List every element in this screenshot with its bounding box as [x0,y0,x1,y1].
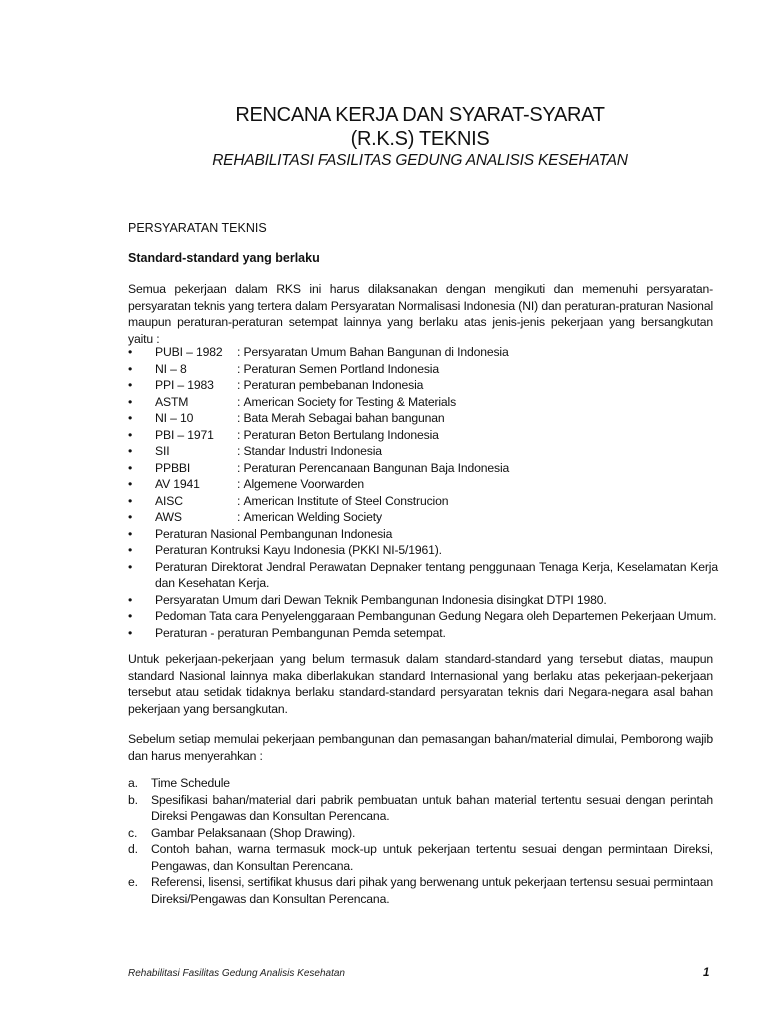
list-item [128,394,718,411]
document-subtitle: REHABILITASI FASILITAS GEDUNG ANALISIS KESEHATAN [212,152,628,169]
list-item [128,592,718,609]
regulation-text: Peraturan Nasional Pembangunan Indonesia [155,526,393,541]
standard-description: Peraturan Perencanaan Bangunan Baja Indonesia [243,460,510,475]
list-item [128,427,718,444]
standard-description: American Institute of Steel Construcion [243,493,449,508]
bullet-icon: • [128,427,133,442]
regulation-text: Peraturan Kontruksi Kayu Indonesia (PKKI NI-5/1961). [155,543,442,557]
list-item [128,526,718,543]
bullet-icon: • [128,559,133,574]
deliverables-list [128,775,713,907]
deliverable-text: Spesifikasi bahan/material dari pabrik pembuatan untuk bahan material tertentu sesuai dengan perintah Direksi Pengawas dan Konsultan Perencana. [151,792,713,823]
list-item [128,377,718,394]
bullet-icon: • [128,625,133,640]
intro-paragraph: Semua pekerjaan dalam RKS ini harus dilaksanakan dengan mengikuti dan memenuhi persyaratan-persyaratan teknis yang tertera dalam Persyaratan Normalisasi Indonesia (NI) dan peraturan-praturan Nasional maupun peraturan-peraturan setempat lainnya yang berlaku atas jenis-jenis pekerjaan yang bersangkutan yaitu : [128,282,713,346]
standard-code: PPBBI [155,460,191,475]
standard-code: PUBI – 1982 [155,345,223,359]
standard-code: NI – 8 [155,361,187,376]
standard-description: Algemene Voorwarden [243,477,364,491]
standard-separator: : [237,361,241,376]
standard-description: Standar Industri Indonesia [243,444,382,458]
standard-description: American Welding Society [243,510,382,524]
standard-code: AWS [155,510,182,524]
standard-description: Peraturan Semen Portland Indonesia [243,361,439,376]
document-title-line-2: (R.K.S) TEKNIS [350,128,490,150]
deliverable-text: Gambar Pelaksanaan (Shop Drawing). [151,825,356,840]
bullet-icon: • [128,460,133,475]
regulation-text: Peraturan Direktorat Jendral Perawatan Depnaker tentang penggunaan Tenaga Kerja, Keselamatan Kerja dan Kesehatan Kerja. [155,559,718,590]
list-item [128,493,718,510]
standard-separator: : [237,510,241,524]
list-item [128,460,718,477]
list-item [128,344,718,361]
standard-code: PBI – 1971 [155,427,214,442]
standard-separator: : [237,444,241,458]
list-marker: e. [128,875,138,889]
list-item [128,443,718,460]
deliverable-text: Referensi, lisensi, sertifikat khusus dari pihak yang berwenang untuk pekerjaan tertensu sesuai permintaan Direksi/Pengawas dan Konsultan Perencana. [151,875,713,906]
list-item [128,361,718,378]
standard-code: PPI – 1983 [155,378,214,392]
bullet-icon: • [128,526,133,541]
standard-code: AISC [155,493,183,508]
list-item [128,476,718,493]
bullet-icon: • [128,477,133,491]
standard-separator: : [237,345,241,359]
list-item [128,509,718,526]
standard-code: SII [155,444,170,458]
paragraph-contractor-obligations: Sebelum setiap memulai pekerjaan pembangunan dan pemasangan bahan/material dimulai, Pemborong wajib dan harus menyerahkan : [128,732,713,763]
deliverable-text: Time Schedule [151,776,230,790]
standard-description: American Society for Testing & Materials [243,394,457,409]
list-item [128,410,718,427]
section-heading: PERSYARATAN TEKNIS [128,221,267,235]
subsection-heading: Standard-standard yang berlaku [128,251,320,265]
list-item [128,792,713,825]
regulation-text: Peraturan - peraturan Pembangunan Pemda setempat. [155,625,446,640]
bullet-icon: • [128,345,133,359]
standard-description: Bata Merah Sebagai bahan bangunan [243,411,445,425]
regulation-text: Pedoman Tata cara Penyelenggaraan Pembangunan Gedung Negara oleh Departemen Pekerjaan Umum. [155,609,717,623]
document-title-line-1: RENCANA KERJA DAN SYARAT-SYARAT [235,104,605,126]
standard-separator: : [237,460,241,475]
list-item [128,559,718,592]
standard-code: ASTM [155,394,189,409]
bullet-icon: • [128,493,133,508]
standard-description: Peraturan pembebanan Indonesia [243,378,424,392]
bullet-icon: • [128,361,133,376]
page-number: 1 [703,967,710,979]
standards-list [128,344,718,641]
deliverable-text: Contoh bahan, warna termasuk mock-up untuk pekerjaan tertentu sesuai dengan permintaan Direksi, Pengawas, dan Konsultan Perencana. [151,842,713,873]
bullet-icon: • [128,609,133,623]
footer-document-name: Rehabilitasi Fasilitas Gedung Analisis Kesehatan [128,968,345,979]
bullet-icon: • [128,378,133,392]
list-item [128,825,713,842]
bullet-icon: • [128,543,133,557]
list-marker: b. [128,792,138,807]
standard-separator: : [237,427,241,442]
bullet-icon: • [128,592,133,607]
list-item [128,542,718,559]
list-item [128,874,713,907]
standard-code: NI – 10 [155,411,194,425]
list-marker: a. [128,776,138,790]
standard-code: AV 1941 [155,477,200,491]
bullet-icon: • [128,394,133,409]
list-marker: c. [128,825,138,840]
standard-separator: : [237,493,241,508]
bullet-icon: • [128,411,133,425]
bullet-icon: • [128,510,133,524]
list-marker: d. [128,842,138,856]
list-item [128,608,718,625]
paragraph-international-standards: Untuk pekerjaan-pekerjaan yang belum termasuk dalam standard-standard yang tersebut diatas, maupun standard Nasional lainnya maka diberlakukan standard Internasional yang berlaku atas pekerjaan-pekerjaan tersebut atau setidak tidaknya berlaku standard-standard persyaratan teknis dari Negara-negara asal bahan pekerjaan yang bersangkutan. [128,652,713,716]
list-item [128,775,713,792]
list-item [128,841,713,874]
regulation-text: Persyaratan Umum dari Dewan Teknik Pembangunan Indonesia disingkat DTPI 1980. [155,592,607,607]
standard-separator: : [237,477,241,491]
standard-description: Peraturan Beton Bertulang Indonesia [243,427,439,442]
standard-separator: : [237,411,241,425]
standard-description: Persyaratan Umum Bahan Bangunan di Indonesia [243,345,509,359]
bullet-icon: • [128,444,133,458]
standard-separator: : [237,378,241,392]
list-item [128,625,718,642]
standard-separator: : [237,394,241,409]
